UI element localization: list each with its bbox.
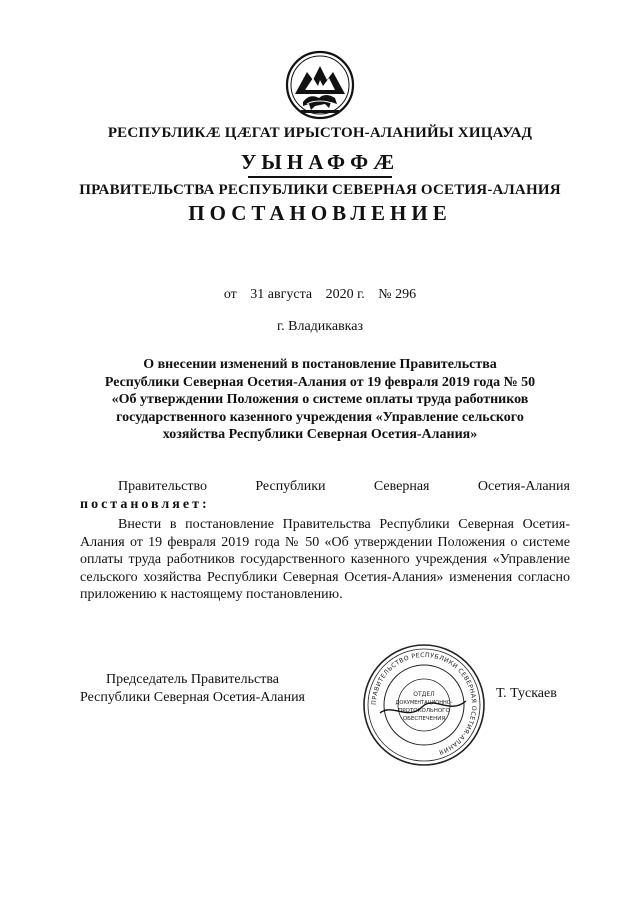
title-line: «Об утверждении Положения о системе оплаты труда работников <box>111 392 529 407</box>
preamble-government <box>118 479 570 495</box>
decree-body-paragraph: Внести в постановление Правительства Республики Северная Осетия-Алания от 19 февраля 2019 года № 50 «Об утверждении Положения о системе оплаты труда работников государственного казенного учреждения «Управление сельского хозяйства Республики Северная Осетия-Алания» изменения согласно приложению к настоящему постановлению. <box>80 517 570 602</box>
decree-date: 31 августа <box>250 287 313 302</box>
header-republic-ossetian: РЕСПУБЛИКӔ ЦӔГАТ ИРЫСТОН-АЛАНИЙЫ ХИЦАУАД <box>107 125 533 141</box>
preamble-postanovlyaet: постановляет: <box>80 497 210 512</box>
title-line: Республики Северная Осетия-Алания от 19 февраля 2019 года № 50 <box>104 374 536 390</box>
position-line: Председатель Правительства <box>106 672 279 687</box>
position-line: Республики Северная Осетия-Алания <box>80 690 305 705</box>
preamble-word: Правительство <box>118 479 207 494</box>
header-divider <box>248 176 392 178</box>
date-prefix: от <box>223 287 237 302</box>
header-decree-ossetian: УЫНАФФӔ <box>240 150 400 174</box>
seal-ring-text: ПРАВИТЕЛЬСТВО РЕСПУБЛИКИ СЕВЕРНАЯ ОСЕТИЯ-АЛАНИЯ <box>370 651 478 756</box>
seal-center-line: ПРОТОКОЛЬНОГО <box>398 708 450 714</box>
title-line: хозяйства Республики Северная Осетия-Алания» <box>162 427 478 442</box>
header-government-russian: ПРАВИТЕЛЬСТВА РЕСПУБЛИКИ СЕВЕРНАЯ ОСЕТИЯ-АЛАНИЯ <box>79 182 561 198</box>
preamble-word: Северная <box>373 479 430 494</box>
title-line: О внесении изменений в постановление Правительства <box>143 357 497 372</box>
header-decree-russian: ПОСТАНОВЛЕНИЕ <box>188 201 452 225</box>
decree-city: г. Владикавказ <box>276 319 364 334</box>
coat-of-arms-icon <box>285 50 355 120</box>
seal-center-line: ОБЕСПЕЧЕНИЯ <box>402 716 446 722</box>
decree-year: 2020 г. <box>325 287 365 302</box>
seal-center-line: ДОКУМЕНТАЦИОННО- <box>395 700 453 706</box>
official-seal-icon <box>362 643 486 767</box>
signatory-name: Т. Тускаев <box>496 686 557 701</box>
decree-number: № 296 <box>378 287 417 302</box>
preamble-word: Республики <box>255 479 326 494</box>
seal-center-line: ОТДЕЛ <box>413 691 435 698</box>
preamble-word: Осетия-Алания <box>477 479 570 494</box>
decree-dateline <box>0 287 640 303</box>
signatory-position <box>80 671 305 707</box>
decree-title <box>0 356 640 444</box>
title-line: государственного казенного учреждения «Управление сельского <box>116 409 524 425</box>
